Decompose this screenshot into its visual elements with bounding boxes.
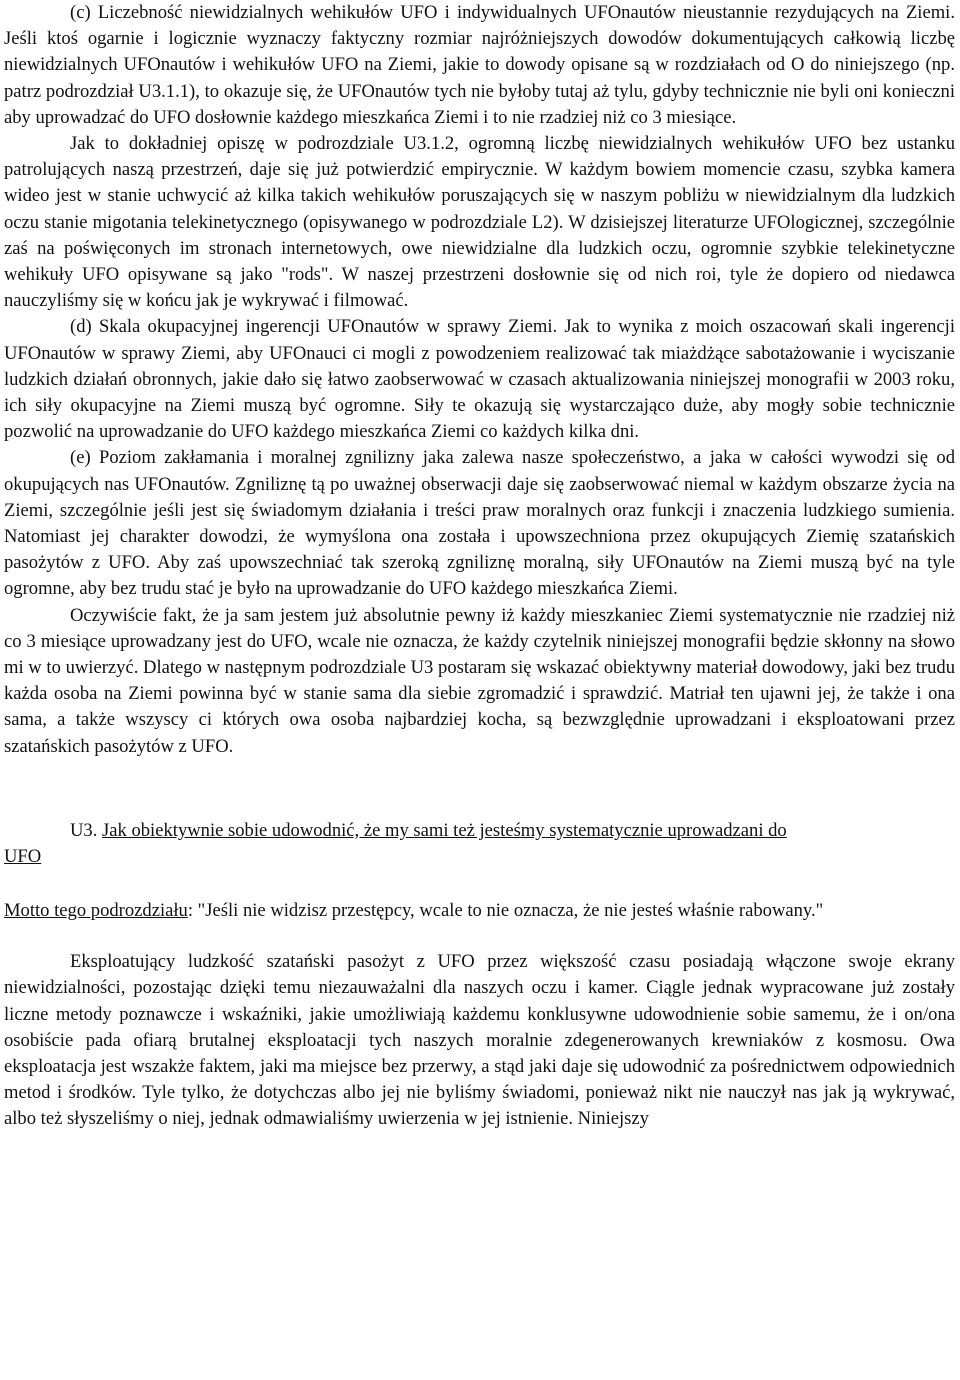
spacer	[4, 924, 955, 949]
paragraph-c: (c) Liczebność niewidzialnych wehikułów UFO i indywidualnych UFOnautów nieustannie rezydujących na Ziemi. Jeśli ktoś ogarnie i logicznie wyznaczy faktyczny rozmiar najróżniejszych dowodów dokumentujących całkowią liczbę niewidzialnych UFOnautów i wehikułów UFO na Ziemi, jakie to dowody opisane są w rozdziałach od O do niniejszego (np. patrz podrozdział U3.1.1), to okazuje się, że UFOnautów tych nie byłoby tutaj aż tylu, gdyby technicznie nie byli oni konieczni aby uprowadzać do UFO dosłownie każdego mieszkańca Ziemi i to nie rzadziej niż co 3 miesiące.	[4, 2, 955, 128]
paragraph-conclusion: Oczywiście fakt, że ja sam jestem już absolutnie pewny iż każdy mieszkaniec Ziemi systematycznie nie rzadziej niż co 3 miesiące uprowadzany jest do UFO, wcale nie oznacza, że każdy czytelnik niniejszej monografii będzie skłonny na słowo mi w to uwierzyć. Dlatego w następnym podrozdziale U3 postaram się wskazać obiektywny materiał dowodowy, jaki bez trudu każda osoba na Ziemi powinna być w stanie sama dla siebie zgromadzić i sprawdzić. Matriał ten ujawni jej, że także i ona sama, a także wszyscy ci których owa osoba najbardziej kocha, są bezwzględnie uprowadzani i eksploatowani przez szatańskich pasożytów z UFO.	[4, 604, 955, 757]
paragraph-d: (d) Skala okupacyjnej ingerencji UFOnautów w sprawy Ziemi. Jak to wynika z moich oszacowań skali ingerencji UFOnautów w sprawy Ziemi, aby UFOnauci ci mogli z powodzeniem realizować tak miażdżące sabotażowanie i wyciszanie ludzkich działań obronnych, jakie dało się łatwo zaobserwować w czasach aktualizowania niniejszej monografii w 2003 roku, ich siły okupacyjne na Ziemi muszą być ogromne. Siły te okazują się wystarczająco duże, aby mogły sobie technicznie pozwolić na uprowadzanie do UFO każdego mieszkańca Ziemi co każdych kilka dni.	[4, 316, 955, 443]
spacer	[4, 760, 955, 818]
paragraph-bottom: Eksploatujący ludzkość szatański pasożyt z UFO przez większość czasu posiadają włączone swoje ekrany niewidzialności, pozostając dzięki temu niezauważalni dla naszych oczu i kamer. Ciągle jednak wypracowane już zostały liczne metody poznawcze i wskaźniki, jakie umożliwiają każdemu konklusywne udowodnienie sobie samemu, że i on/ona osobiście pada ofiarą brutalnej eksploatacji tych naszych moralnie zdegenerowanych krewniaków z kosmosu. Owa eksploatacja jest wszakże faktem, jaki ma miejsce bez przerwy, a stąd jaki daje się udowodnić za pośrednictwem odpowiednich metod i środków. Tyle tylko, że dotychczas albo jej nie byliśmy świadomi, ponieważ nikt nie nauczył nas jak ją wykrywać, albo też słyszeliśmy o niej, jednak odmawialiśmy uwierzenia w jej istnienie. Niniejszy	[4, 951, 955, 1130]
section-number: U3.	[70, 819, 98, 841]
spacer	[4, 872, 955, 898]
paragraph-e: (e) Poziom zakłamania i moralnej zgnilizny jaka zalewa nasze społeczeństwo, a jaka w całości wywodzi się od okupujących nas UFOnautów. Zgniliznę tą po uważnej obserwacji daje się zaobserwować niemal w każdym obszarze życia na Ziemi, szczególnie jeśli jest się świadomym działania i treści praw moralnych oraz funkcji i znaczenia ludzkiego sumienia. Natomiast jej charakter dowodzi, że wymyślona ona została i upowszechniona przez okupujących Ziemię szatańskich pasożytów z UFO. Aby zaś upowszechniać tak szeroką zgniliznę moralną, siły UFOnautów na Ziemi muszą być na tyle ogromne, aby bez trudu stać je było na uprowadzanie do UFO każdego mieszkańca Ziemi.	[4, 447, 955, 600]
motto	[4, 898, 955, 924]
paragraph-rods: Jak to dokładniej opiszę w podrozdziale U3.1.2, ogromną liczbę niewidzialnych wehikułów UFO bez ustanku patrolujących naszą przestrzeń, daje się już potwierdzić empirycznie. W każdym bowiem momencie czasu, szybka kamera wideo jest w stanie uchwycić aż kilka takich wehikułów poruszających się w naszym pobliżu w niewidzialnym dla ludzkich oczu stanie migotania telekinetycznego (opisywanego w podrozdziale L2). W dzisiejszej literaturze UFOlogicznej, szczególnie zaś na poświęconych im stronach internetowych, owe niewidzialne dla ludzkich oczu, ogromnie szybkie telekinetyczne wehikuły UFO opisywane są jako "rods". W naszej przestrzeni dosłownie się od nich roi, tyle że dopiero od niedawca nauczyliśmy się w końcu jak je wykrywać i filmować.	[4, 133, 955, 312]
section-heading-title-line	[70, 818, 955, 844]
section-heading	[4, 818, 955, 872]
section-title: Jak obiektywnie sobie udowodnić, że my sami też jesteśmy systematycznie uprowadzani do	[102, 819, 787, 841]
motto-label: Motto tego podrozdziału	[4, 899, 188, 921]
section-heading-tail: UFO	[4, 845, 42, 867]
document-page	[4, 0, 955, 1133]
motto-text: : "Jeśli nie widzisz przestępcy, wcale to nie oznacza, że nie jesteś właśnie rabowany."	[187, 899, 824, 921]
